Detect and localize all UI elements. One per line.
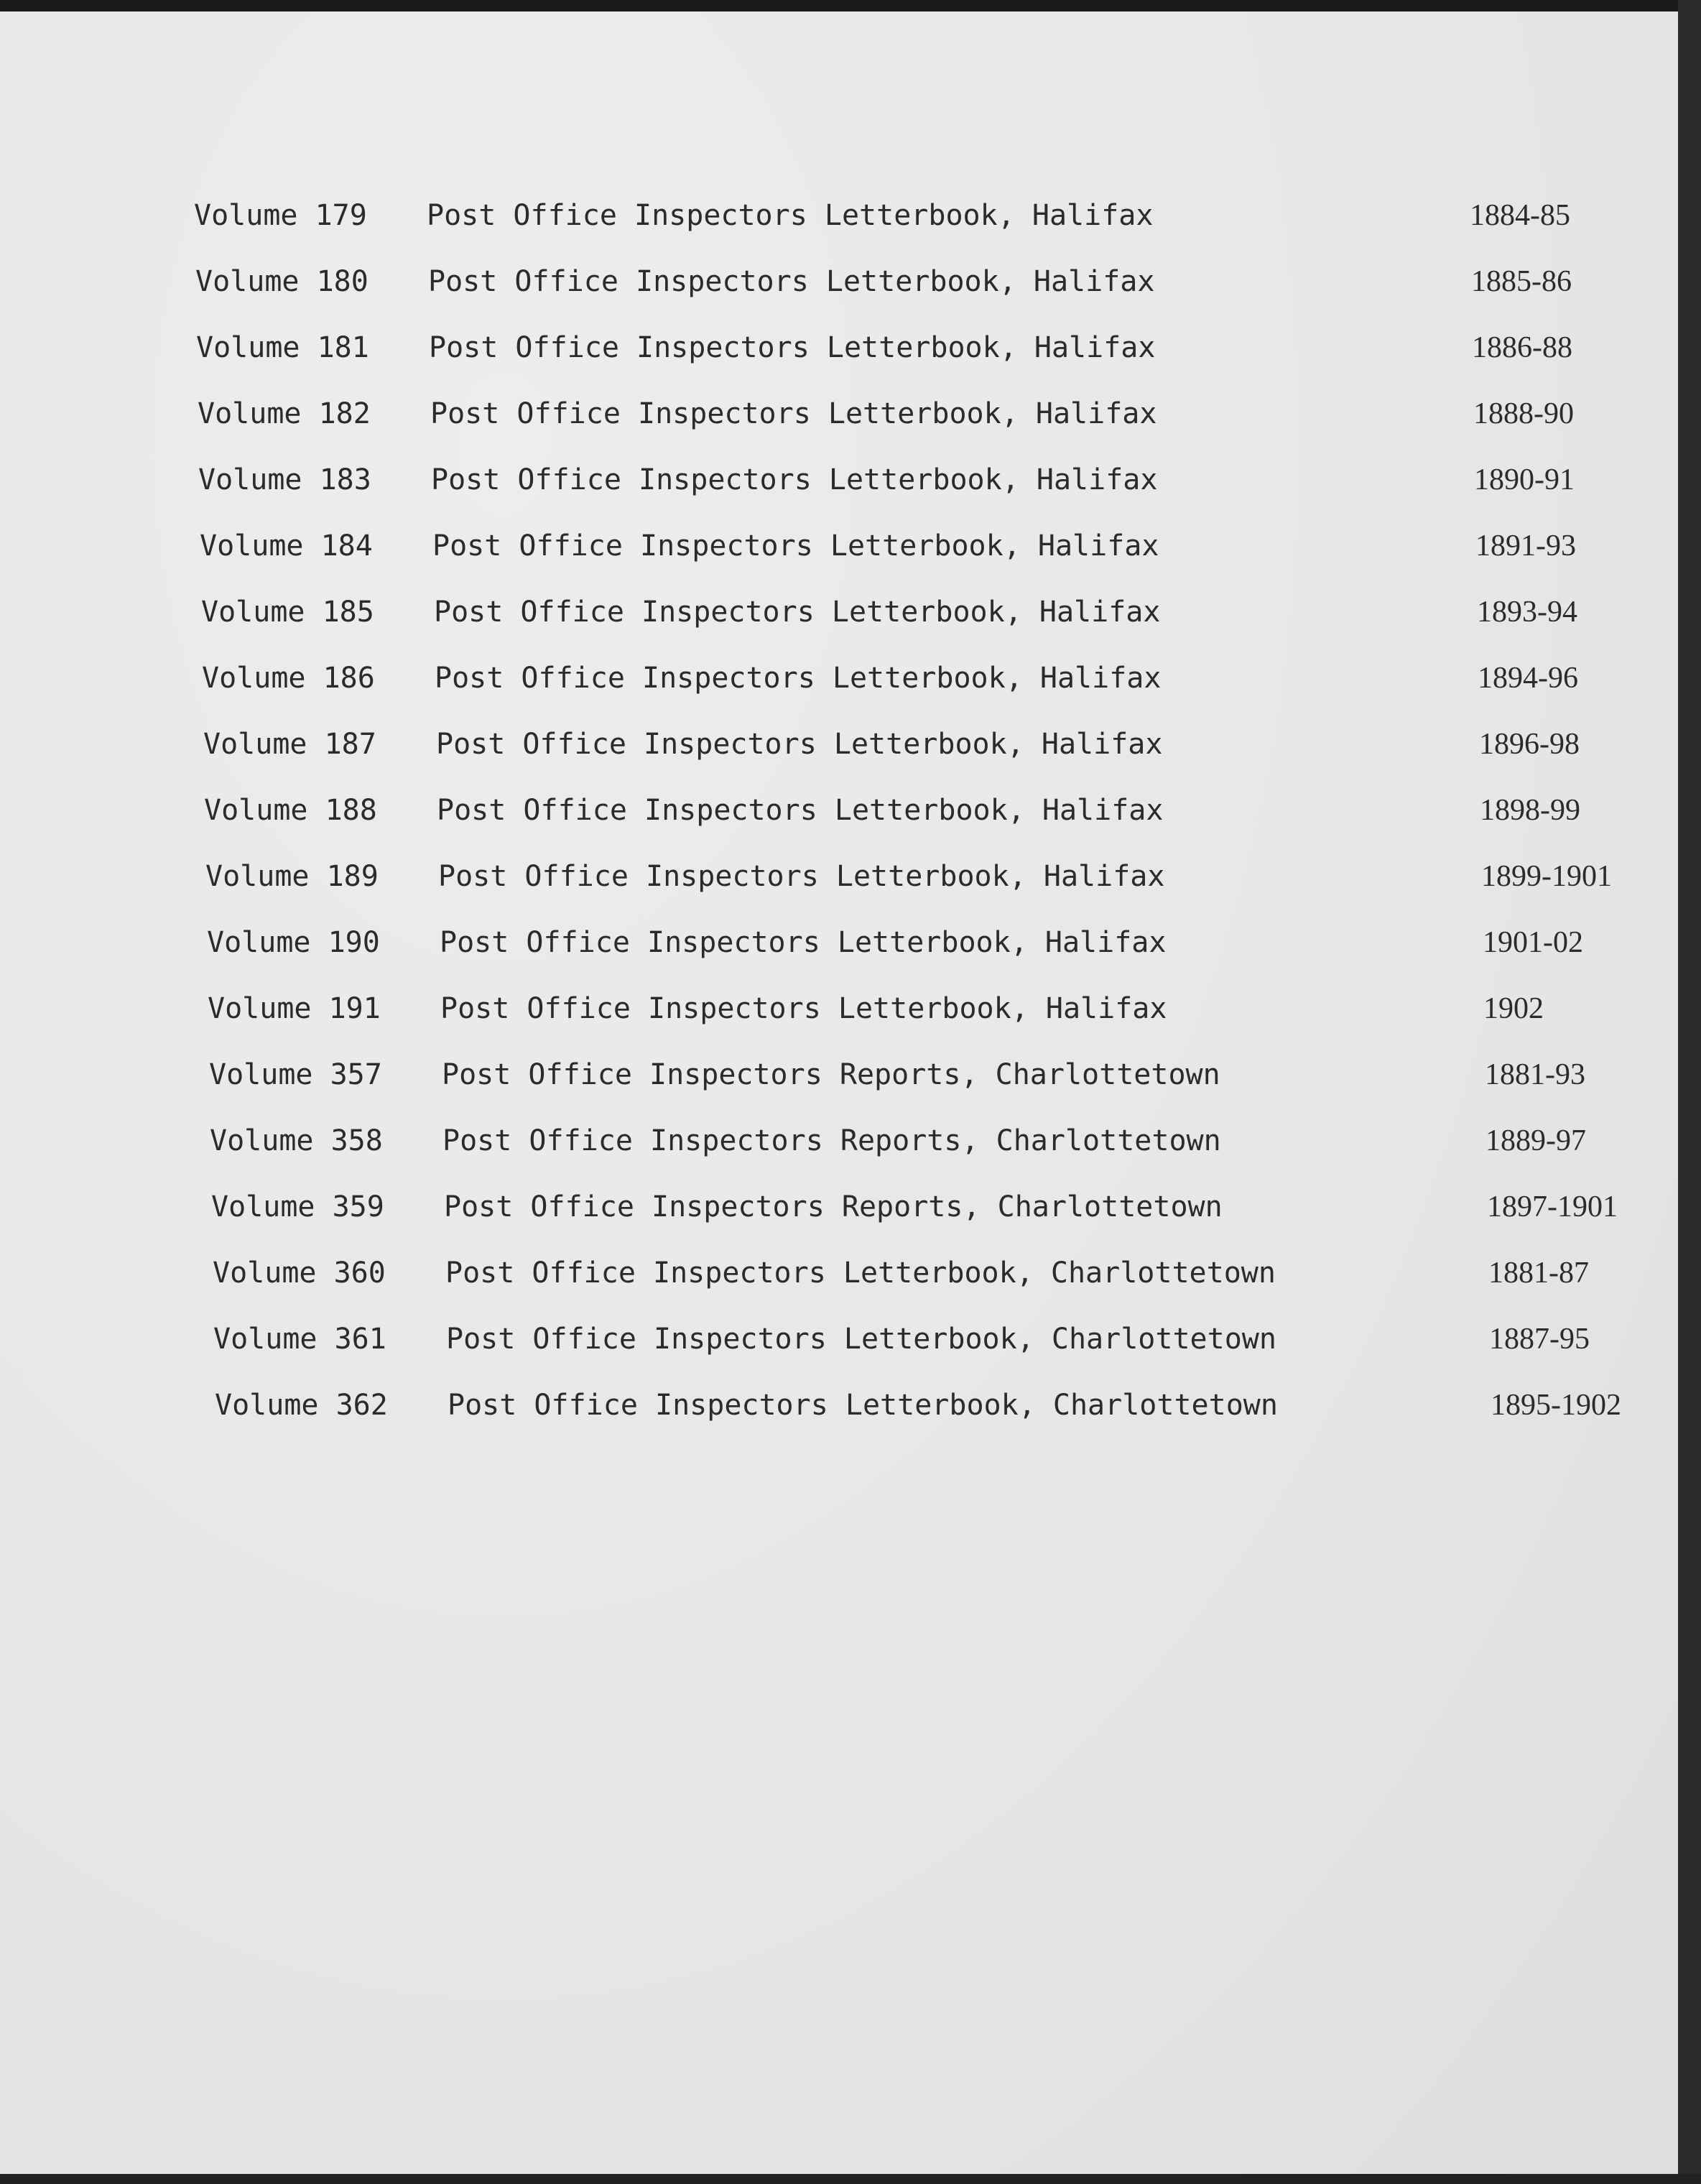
volume-dates: 1901-02 [1483,926,1583,959]
volume-number: Volume 190 [207,926,380,959]
volume-title: Post Office Inspectors Letterbook, Halifax [432,529,1159,563]
volume-title: Post Office Inspectors Reports, Charlottetown [442,1058,1220,1091]
scan-edge-bottom [0,2174,1701,2184]
volume-number: Volume 186 [202,662,375,695]
volume-title: Post Office Inspectors Letterbook, Halifax [435,662,1162,695]
volume-number: Volume 360 [213,1257,386,1290]
volume-title: Post Office Inspectors Letterbook, Halifax [428,265,1155,298]
volume-number: Volume 357 [209,1058,382,1091]
scan-edge-right [1678,0,1701,2184]
volume-title: Post Office Inspectors Letterbook, Charlottetown [446,1323,1276,1356]
volume-title: Post Office Inspectors Letterbook, Halifax [437,794,1164,827]
volume-title: Post Office Inspectors Letterbook, Halifax [429,331,1156,364]
volume-dates: 1895-1902 [1491,1389,1621,1422]
volume-dates: 1885-86 [1471,265,1572,298]
volume-number: Volume 182 [198,397,371,430]
volume-number: Volume 180 [195,265,369,298]
volume-dates: 1894-96 [1478,662,1578,695]
volume-dates: 1902 [1483,992,1544,1025]
volume-dates: 1884-85 [1470,199,1570,232]
document-page [0,11,1678,2174]
volume-dates: 1881-87 [1488,1257,1589,1290]
volume-title: Post Office Inspectors Letterbook, Halifax [440,992,1167,1025]
volume-dates: 1888-90 [1473,397,1574,430]
volume-number: Volume 362 [215,1389,388,1422]
volume-dates: 1899-1901 [1481,860,1612,893]
volume-number: Volume 187 [203,728,376,761]
volume-title: Post Office Inspectors Letterbook, Halifax [440,926,1167,959]
volume-number: Volume 184 [200,529,373,563]
volume-number: Volume 185 [201,596,374,629]
volume-title: Post Office Inspectors Letterbook, Charlottetown [445,1257,1276,1290]
volume-title: Post Office Inspectors Letterbook, Halifax [436,728,1163,761]
volume-title: Post Office Inspectors Letterbook, Halifax [434,596,1161,629]
volume-number: Volume 358 [210,1124,383,1157]
volume-dates: 1891-93 [1475,529,1576,563]
volume-number: Volume 359 [211,1190,384,1223]
volume-dates: 1887-95 [1489,1323,1590,1356]
volume-number: Volume 189 [205,860,379,893]
volume-number: Volume 361 [213,1323,386,1356]
volume-dates: 1881-93 [1485,1058,1585,1091]
volume-title: Post Office Inspectors Letterbook, Halifax [427,199,1154,232]
volume-title: Post Office Inspectors Letterbook, Halifax [438,860,1165,893]
volume-title: Post Office Inspectors Reports, Charlottetown [442,1124,1221,1157]
volume-number: Volume 183 [198,463,371,496]
volume-dates: 1890-91 [1474,463,1575,496]
volume-number: Volume 191 [208,992,381,1025]
volume-dates: 1889-97 [1486,1124,1586,1157]
volume-dates: 1896-98 [1479,728,1580,761]
volume-title: Post Office Inspectors Letterbook, Halifax [430,397,1157,430]
volume-number: Volume 179 [194,199,367,232]
volume-number: Volume 188 [204,794,377,827]
volume-dates: 1886-88 [1472,331,1572,364]
volume-title: Post Office Inspectors Reports, Charlottetown [444,1190,1223,1223]
volume-title: Post Office Inspectors Letterbook, Halifax [431,463,1158,496]
volume-dates: 1893-94 [1477,596,1577,629]
volume-dates: 1897-1901 [1487,1190,1618,1223]
volume-dates: 1898-99 [1480,794,1580,827]
volume-title: Post Office Inspectors Letterbook, Charlottetown [448,1389,1278,1422]
volume-number: Volume 181 [196,331,369,364]
